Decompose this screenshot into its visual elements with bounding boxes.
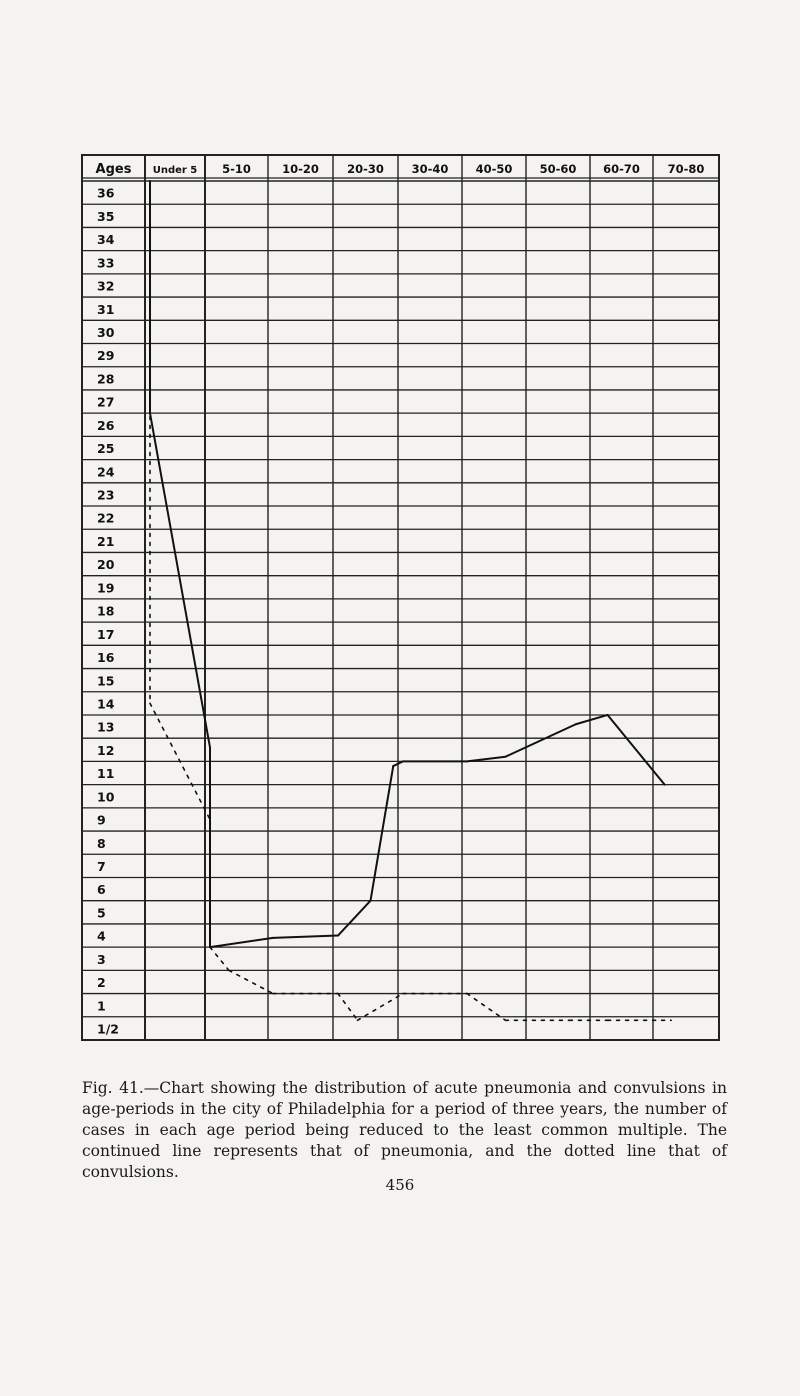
case-count-tick-label: 36 (97, 185, 115, 201)
pneumonia-line-segment (505, 724, 575, 757)
case-count-tick-label: 24 (97, 464, 115, 480)
pneumonia-line-segment (150, 413, 210, 747)
age-period-header (96, 162, 705, 177)
pneumonia-line-segment (467, 757, 505, 762)
case-count-tick-label: 32 (97, 278, 115, 294)
case-count-tick-label: 34 (97, 232, 115, 248)
case-count-tick-label: 31 (97, 301, 115, 317)
case-count-axis (97, 186, 119, 1037)
case-count-tick-label: 1/2 (97, 1021, 119, 1037)
convulsions-line-segment (210, 947, 229, 970)
chart-grid (82, 155, 719, 1040)
chart-frame (82, 155, 719, 1040)
case-count-tick-label: 8 (97, 835, 106, 851)
age-period-label: 30-40 (411, 162, 449, 176)
case-count-tick-label: 19 (97, 580, 115, 596)
case-count-tick-label: 28 (97, 371, 115, 387)
case-count-tick-label: 22 (97, 510, 115, 526)
convulsions-line-segment (229, 970, 273, 993)
figure-caption: Fig. 41.—Chart showing the distribution of acute pneumonia and convulsions in age-periods in the city of Philadelphia for a period of three years, the number of cases in each age period being reduced to the least common multiple. The continued line represents that of pneumonia, and the dotted line that of convulsions. (82, 1078, 727, 1181)
case-count-tick-label: 14 (97, 696, 115, 712)
case-count-tick-label: 33 (97, 255, 115, 271)
pneumonia-line-segment (273, 936, 338, 938)
case-count-tick-label: 35 (97, 208, 115, 224)
case-count-tick-label: 16 (97, 650, 115, 666)
case-count-tick-label: 21 (97, 533, 115, 549)
case-count-tick-label: 3 (97, 951, 106, 967)
pneumonia-line-segment (338, 901, 371, 936)
case-count-tick-label: 25 (97, 441, 115, 457)
case-count-tick-label: 13 (97, 719, 115, 735)
age-period-label: 20-30 (347, 162, 384, 176)
case-count-tick-label: 26 (97, 417, 115, 433)
ages-corner-label: Ages (95, 162, 132, 177)
case-count-tick-label: 4 (97, 928, 106, 944)
pneumonia-line-segment (608, 715, 665, 785)
age-period-label: 5-10 (222, 162, 251, 176)
series-pneumonia (150, 181, 665, 947)
case-count-tick-label: 15 (97, 673, 115, 689)
case-count-tick-label: 27 (97, 394, 115, 410)
age-period-label: 50-60 (539, 162, 577, 176)
age-period-label: 10-20 (282, 162, 319, 176)
case-count-tick-label: 9 (97, 812, 106, 828)
case-count-tick-label: 7 (97, 858, 106, 874)
age-period-label: 40-50 (475, 162, 513, 176)
pneumonia-line-segment (576, 715, 608, 724)
chart-series (150, 181, 671, 1020)
case-count-tick-label: 12 (97, 742, 115, 758)
case-count-tick-label: 30 (97, 325, 115, 341)
case-count-tick-label: 17 (97, 626, 115, 642)
age-period-label: 70-80 (667, 162, 705, 176)
case-count-tick-label: 23 (97, 487, 115, 503)
case-count-tick-label: 20 (97, 557, 115, 573)
case-count-tick-label: 11 (97, 766, 115, 782)
page-number: 456 (385, 1176, 415, 1194)
age-period-label: Under 5 (152, 165, 198, 176)
case-count-tick-label: 6 (97, 882, 106, 898)
case-count-tick-label: 18 (97, 603, 115, 619)
pneumonia-line-segment (210, 938, 273, 947)
age-period-label: 60-70 (603, 162, 640, 176)
case-count-tick-label: 2 (97, 975, 106, 991)
case-count-tick-label: 1 (97, 998, 106, 1014)
case-count-tick-label: 10 (97, 789, 115, 805)
pneumonia-line-segment (371, 766, 394, 901)
case-count-tick-label: 29 (97, 348, 115, 364)
case-count-tick-label: 5 (97, 905, 106, 921)
